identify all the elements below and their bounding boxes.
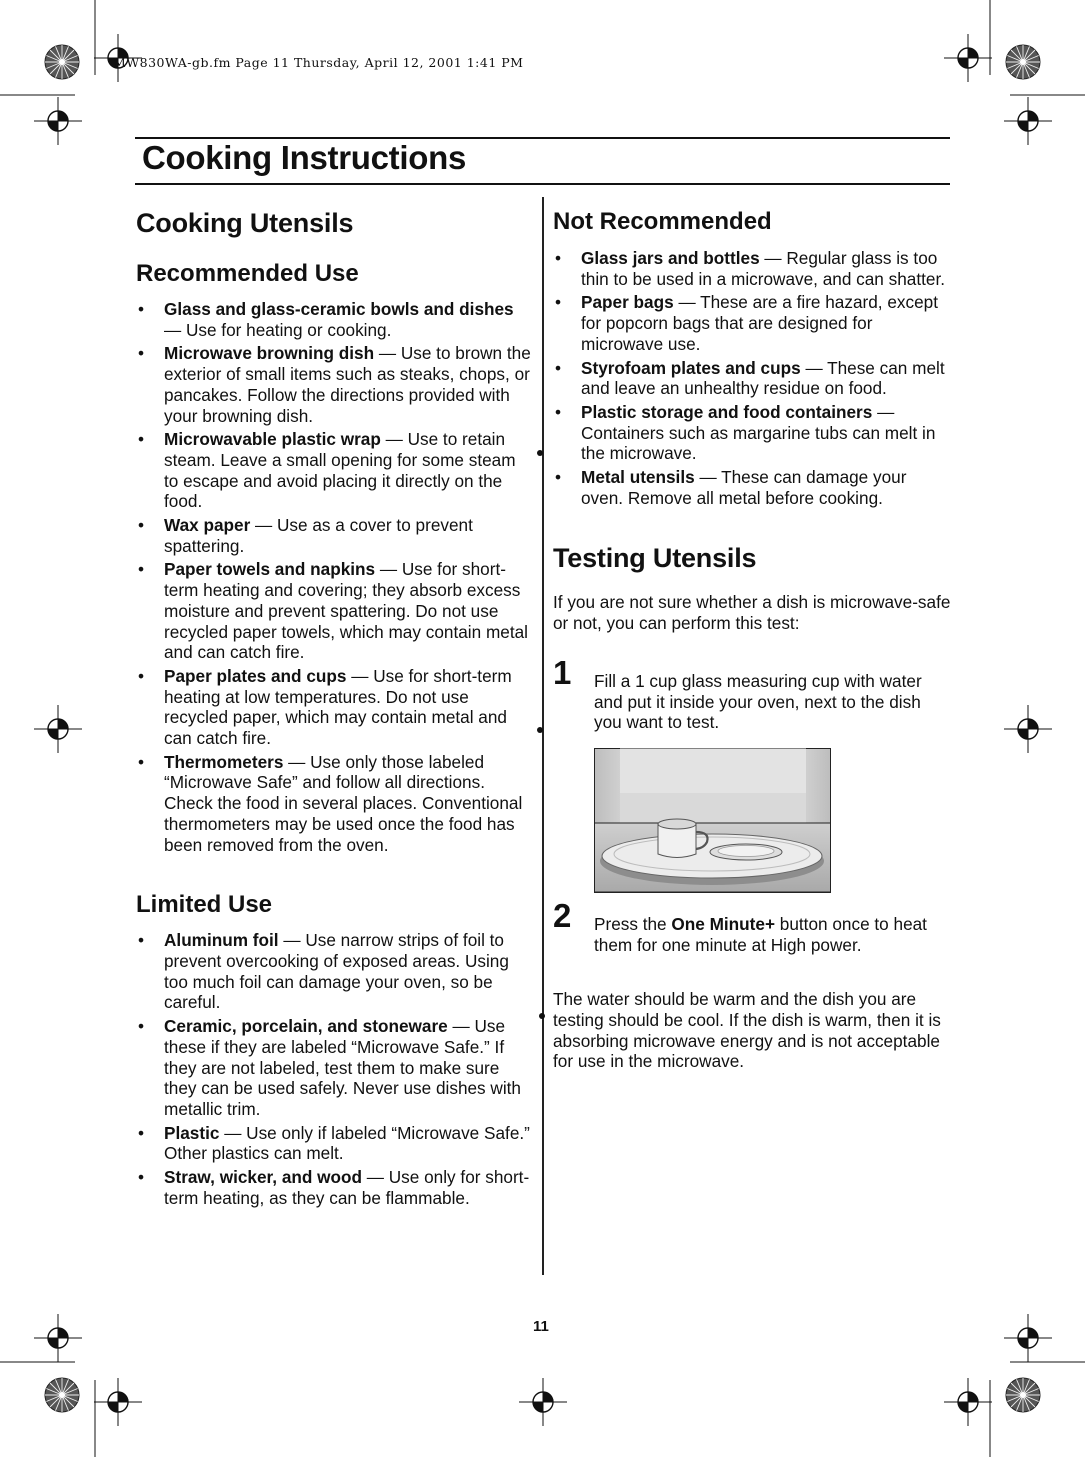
heading-limited-use: Limited Use	[136, 891, 273, 919]
section-title-cooking-utensils: Cooking Utensils	[136, 208, 354, 238]
list-item: • Aluminum foil — Use narrow strips of foil to prevent overcooking of exposed areas. Using too much foil can damage your oven, so be careful.	[138, 930, 509, 1013]
list-item: • Paper bags — These are a fire hazard, except for popcorn bags that are designed for microwave use.	[555, 292, 938, 354]
list-item: • Wax paper — Use as a cover to prevent spattering.	[138, 515, 473, 556]
left-column	[136, 208, 531, 1211]
testing-intro: If you are not sure whether a dish is microwave-safe or not, you can perform this test:	[553, 592, 951, 634]
step-2: 2 Press the One Minute+ button once to heat them for one minute at High power.	[553, 896, 927, 955]
heading-not-recommended: Not Recommended	[553, 208, 772, 235]
header-bottom-rule	[135, 183, 950, 185]
testing-conclusion: The water should be warm and the dish you are testing should be cool. If the dish is warm, then it is absorbing microwave energy and is not acceptable for use in the microwave.	[553, 989, 941, 1072]
file-slug: MW830WA-gb.fm Page 11 Thursday, April 12, 2001 1:41 PM	[113, 55, 524, 70]
list-item: • Straw, wicker, and wood — Use only for short-term heating, as they can be flammable.	[138, 1167, 530, 1208]
list-item: • Ceramic, porcelain, and stoneware — Use these if they are labeled “Microwave Safe.” If they are not labeled, test them to make sure they can be used safely. Never use dishes with metallic trim.	[138, 1016, 521, 1119]
step-1	[553, 653, 951, 733]
not-recommended-list	[553, 248, 951, 508]
list-item: • Plastic — Use only if labeled “Microwave Safe.” Other plastics can melt.	[138, 1122, 530, 1164]
right-column	[553, 208, 951, 1072]
list-item: • Microwavable plastic wrap — Use to retain steam. Leave a small opening for some steam to escape and avoid placing it directly on the food.	[138, 429, 516, 512]
list-item: • Thermometers — Use only those labeled “Microwave Safe” and follow all directions. Check the food in several places. Conventional thermometers may be used once the food has been removed from the oven.	[138, 751, 523, 855]
column-divider	[542, 197, 544, 1275]
recommended-list	[136, 299, 531, 855]
list-item: • Metal utensils — These can damage your oven. Remove all metal before cooking.	[555, 467, 907, 508]
step-number: 2	[553, 896, 572, 934]
microwave-illustration	[594, 748, 832, 894]
list-item: • Styrofoam plates and cups — These can melt and leave an unhealthy residue on food.	[555, 357, 945, 399]
list-item: • Paper plates and cups — Use for short-term heating at low temperatures. Do not use recycled paper, which may contain metal and can catch fire.	[138, 665, 512, 749]
list-item: • Paper towels and napkins — Use for short-term heating and covering; they absorb excess moisture and prevent spattering. Do not use recycled paper towels, which may contain metal and can catch fire.	[138, 559, 528, 663]
limited-list	[136, 930, 531, 1208]
step-text: Fill a 1 cup glass measuring cup with water and put it inside your oven, next to the dish you want to test.	[594, 670, 922, 733]
list-item: • Glass jars and bottles — Regular glass is too thin to be used in a microwave, and can shatter.	[555, 248, 946, 289]
margin-dot	[537, 727, 543, 733]
heading-recommended-use: Recommended Use	[136, 260, 359, 287]
list-item: • Microwave browning dish — Use to brown the exterior of small items such as steaks, chops, or pancakes. Follow the directions provided with your browning dish.	[138, 343, 531, 426]
one-minute-button-label: One Minute+	[671, 913, 776, 934]
list-item: • Plastic storage and food containers — Containers such as margarine tubs can melt in the microwave.	[555, 401, 936, 464]
page-title: Cooking Instructions	[142, 139, 467, 176]
margin-dot	[539, 1013, 545, 1019]
margin-dot	[537, 450, 543, 456]
section-title-testing-utensils: Testing Utensils	[553, 543, 757, 574]
list-item: • Glass and glass-ceramic bowls and dishes — Use for heating or cooking.	[138, 299, 514, 340]
step-number: 1	[553, 653, 572, 691]
page-number: 11	[533, 1318, 549, 1335]
